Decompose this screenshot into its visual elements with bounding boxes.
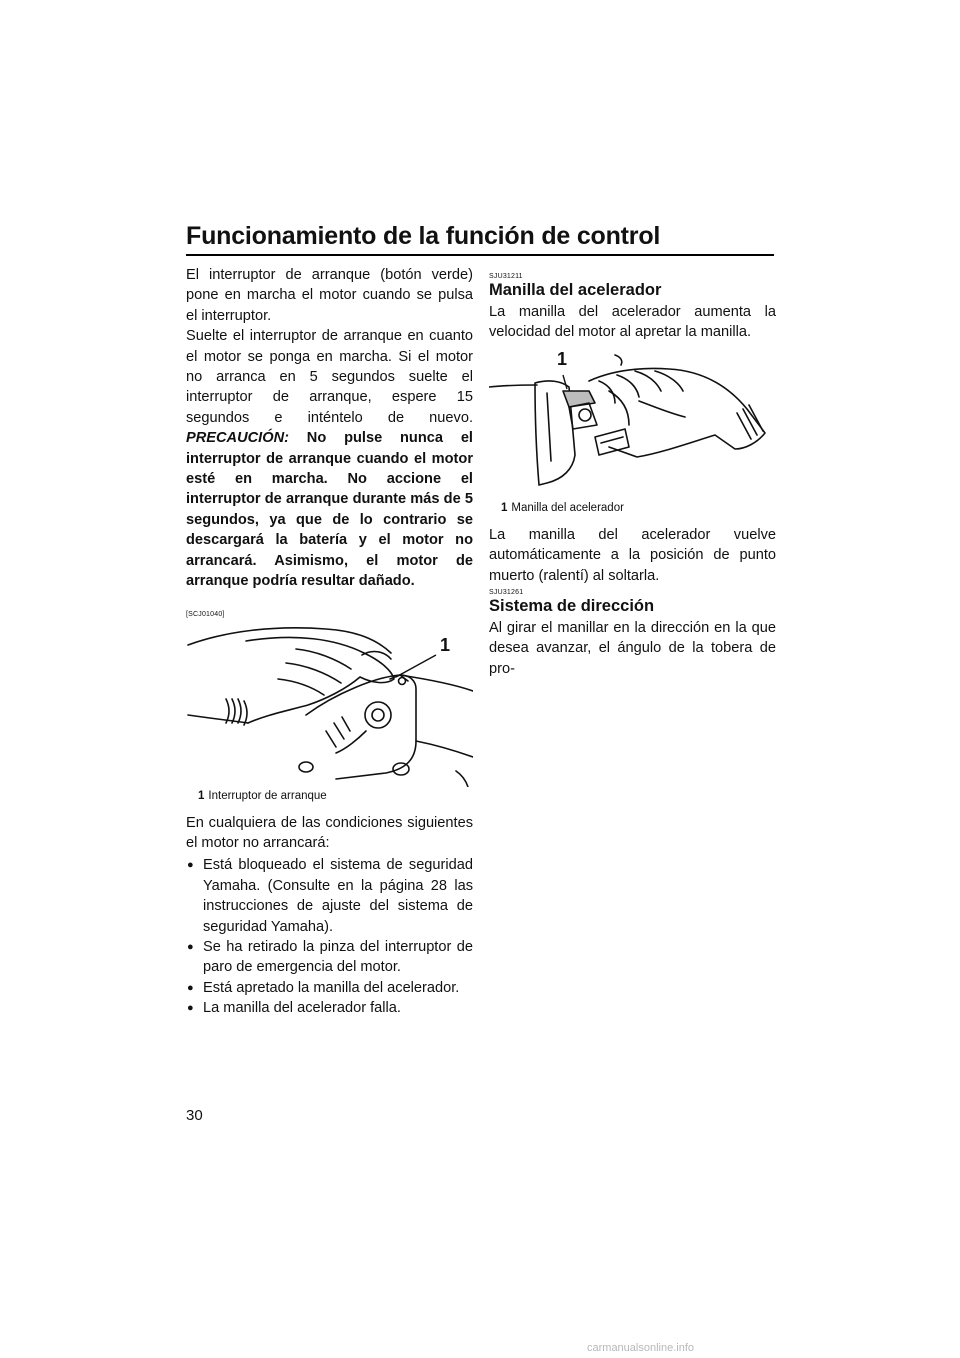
condition-item: ● Está apretado la manilla del acelerador.: [186, 978, 473, 998]
conditions-list: [186, 855, 473, 1018]
condition-item: ● Se ha retirado la pinza del interruptor de paro de emergencia del motor.: [186, 937, 473, 978]
page-title: Funcionamiento de la función de control: [186, 222, 661, 250]
caution-code: [SCJ01040]: [186, 610, 225, 618]
right-column: [489, 272, 776, 679]
throttle-caption-text: Manilla del acelerador: [511, 501, 624, 514]
watermark: carmanualsonline.info: [587, 1342, 695, 1354]
start-switch-caption: [198, 789, 473, 803]
throttle-caption-number: 1: [501, 501, 508, 514]
throttle-section-code: SJU31211: [489, 273, 523, 280]
steering-paragraph: Al girar el manillar en la dirección en la que desea avanzar, el ángulo de la tobera de pro-: [489, 620, 776, 677]
throttle-callout: 1: [557, 348, 568, 369]
condition-item: ● Está bloqueado el sistema de seguridad Yamaha. (Consulte en la página 28 las instrucciones de ajuste del sistema de seguridad Yamaha).: [186, 855, 473, 937]
conditions-intro: En cualquiera de las condiciones siguientes el motor no arrancará:: [186, 814, 473, 851]
throttle-caption: [501, 501, 776, 515]
start-switch-illustration: [186, 619, 473, 787]
steering-section-code: SJU31261: [489, 589, 524, 597]
start-switch-figure: [186, 619, 473, 787]
throttle-figure: [489, 348, 776, 499]
steering-heading: Sistema de dirección: [489, 597, 655, 616]
start-switch-paragraph: El interruptor de arranque (botón verde) pone en marcha el motor cuando se pulsa el interruptor.: [186, 267, 473, 324]
release-switch-paragraph: [186, 326, 473, 591]
title-rule: [186, 254, 774, 256]
release-switch-text: Suelte el interruptor de arranque en cuanto el motor se ponga en marcha. Si el motor no arranca en 5 segundos suelte el interruptor de arranque, espere 15 segundos e inténtelo de nuevo.: [186, 328, 473, 426]
left-column: [186, 265, 473, 1019]
throttle-illustration: [489, 348, 776, 499]
caution-label: PRECAUCIÓN:: [186, 430, 289, 447]
condition-item: ● La manilla del acelerador falla.: [186, 998, 473, 1018]
caution-text: No pulse nunca el interruptor de arranque cuando el motor esté en marcha. No accione el interruptor de arranque durante más de 5 segundos, ya que de lo contrario se descargará la batería y el motor no arrancará. Asimismo, el motor de arranque podría resultar dañado.: [186, 430, 473, 590]
start-switch-caption-text: Interruptor de arranque: [208, 789, 327, 802]
throttle-return-paragraph: La manilla del acelerador vuelve automáticamente a la posición de punto muerto (ralentí) al soltarla.: [489, 526, 776, 584]
page-number: 30: [186, 1107, 203, 1124]
start-switch-caption-number: 1: [198, 789, 205, 802]
throttle-paragraph: La manilla del acelerador aumenta la velocidad del motor al apretar la manilla.: [489, 304, 776, 341]
start-switch-callout: 1: [440, 634, 451, 655]
throttle-heading: Manilla del acelerador: [489, 281, 662, 299]
